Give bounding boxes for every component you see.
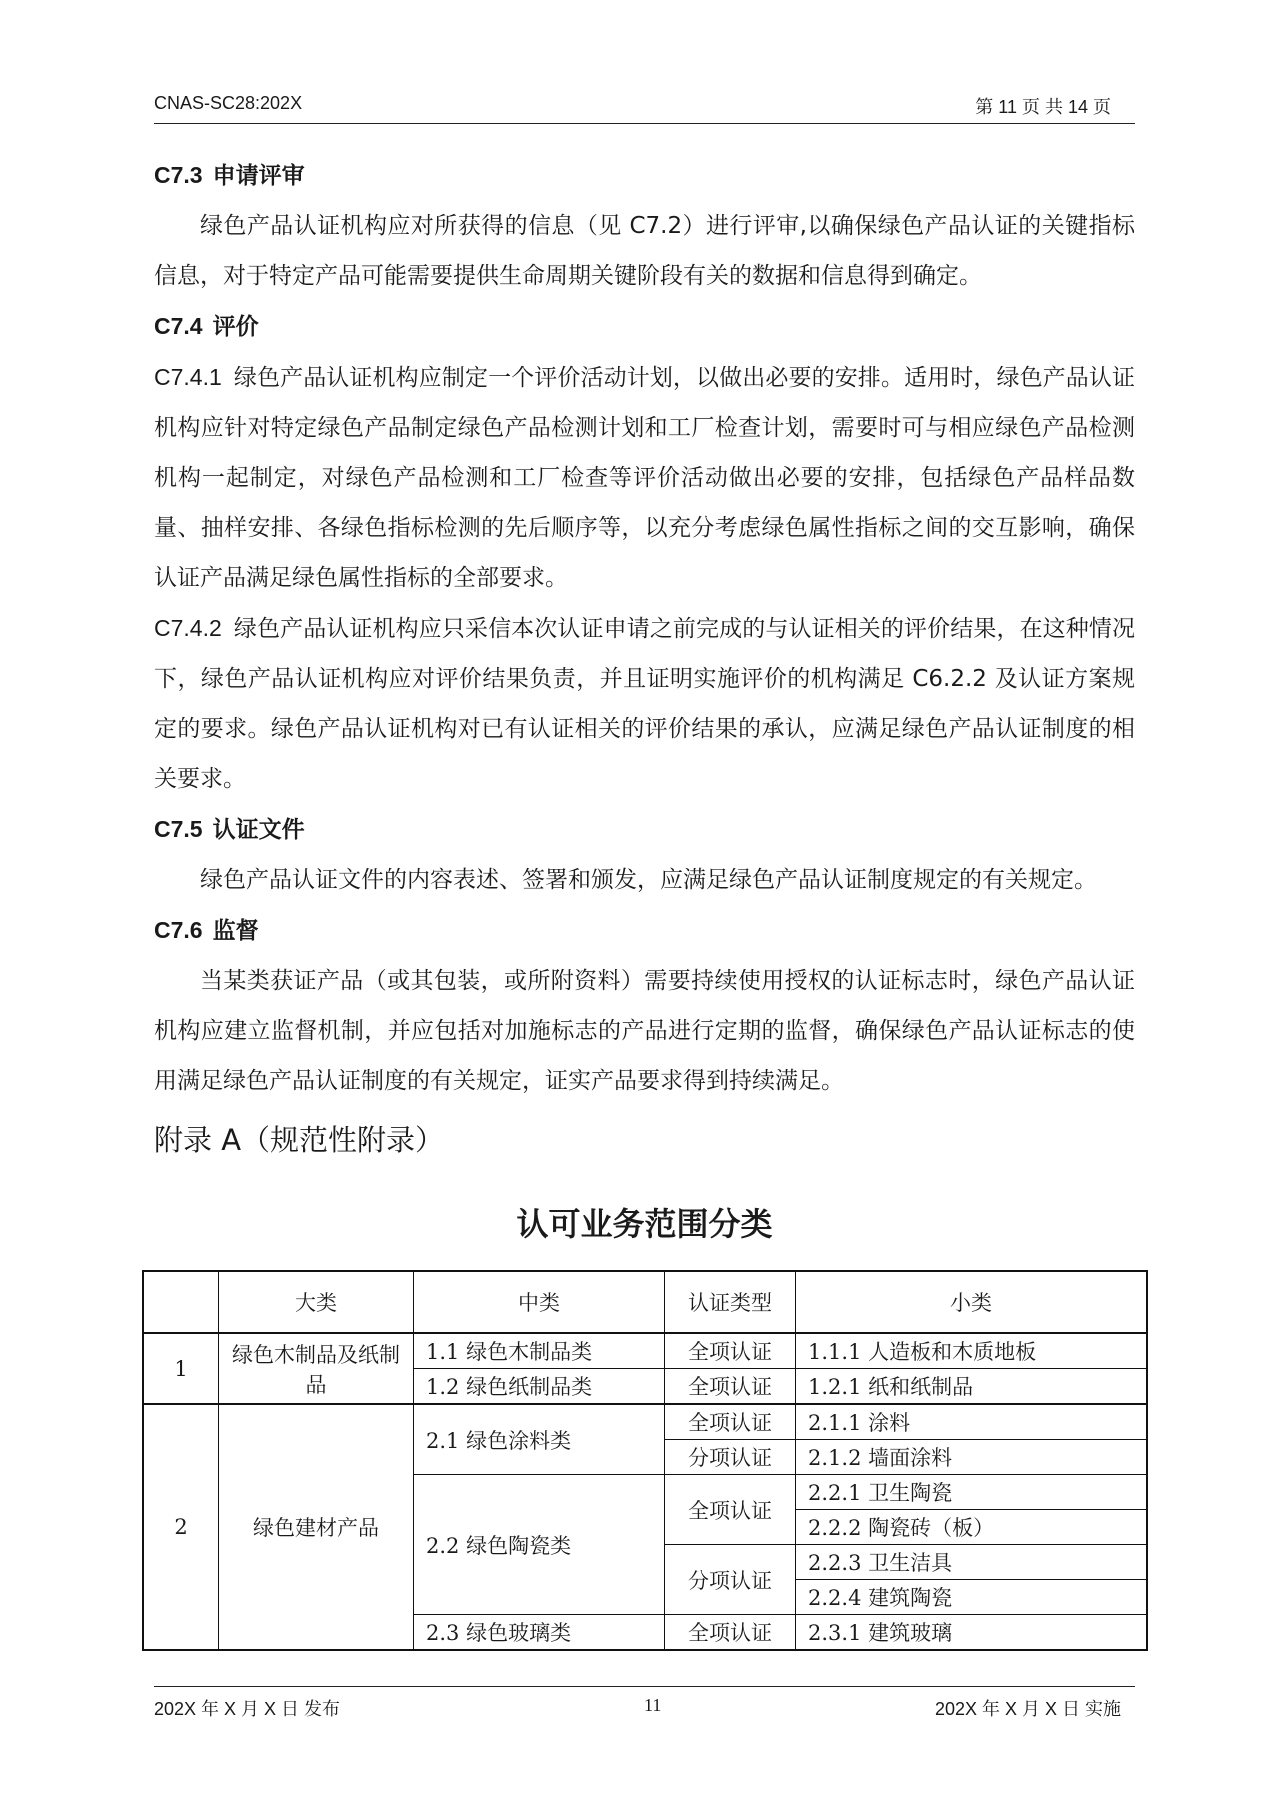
header-major-category: 大类: [219, 1271, 414, 1333]
table-title: 认可业务范围分类: [516, 1205, 773, 1243]
sub-category-cell: 2.2.4 建筑陶瓷: [796, 1580, 1148, 1615]
group-number: 2: [143, 1404, 219, 1650]
major-category-cell: 绿色木制品及纸制品: [219, 1333, 414, 1404]
certification-type-cell: 全项认证: [665, 1404, 796, 1440]
group-number: 1: [143, 1333, 219, 1404]
certification-type-cell: 分项认证: [665, 1440, 796, 1475]
table-row: [143, 1333, 1147, 1369]
sub-category-cell: 1.1.1 人造板和木质地板: [796, 1333, 1148, 1369]
mid-category-cell: 2.3 绿色玻璃类: [414, 1615, 665, 1651]
paragraph-c7-3: 绿色产品认证机构应对所获得的信息（见 C7.2）进行评审,以确保绿色产品认证的关键指标信息，对于特定产品可能需要提供生命周期关键阶段有关的数据和信息得到确定。: [154, 213, 1135, 289]
section-heading-c7-5: [154, 804, 1135, 855]
sub-category-cell: 2.1.2 墙面涂料: [796, 1440, 1148, 1475]
section-number: C7.4: [154, 313, 203, 339]
appendix-title: 附录 A（规范性附录）: [154, 1123, 445, 1157]
certification-type-cell: 全项认证: [665, 1475, 796, 1545]
table-row: [143, 1404, 1147, 1440]
certification-type-cell: 全项认证: [665, 1615, 796, 1651]
sub-category-cell: 2.2.2 陶瓷砖（板）: [796, 1510, 1148, 1545]
section-title: 监督: [212, 918, 259, 944]
sub-category-cell: 2.2.3 卫生洁具: [796, 1545, 1148, 1580]
certification-type-cell: 分项认证: [665, 1545, 796, 1615]
major-category-cell: 绿色建材产品: [219, 1404, 414, 1650]
sub-category-cell: 1.2.1 纸和纸制品: [796, 1369, 1148, 1405]
section-number: C7.5: [154, 816, 203, 842]
document-code: CNAS-SC28:202X: [154, 93, 303, 113]
header-sub-category: 小类: [796, 1271, 1148, 1333]
section-number: C7.3: [154, 162, 203, 188]
mid-category-cell: 2.2 绿色陶瓷类: [414, 1475, 665, 1615]
certification-type-cell: 全项认证: [665, 1369, 796, 1405]
certification-type-cell: 全项认证: [665, 1333, 796, 1369]
clause-c7-4-1: [154, 352, 1135, 603]
clause-text: 绿色产品认证机构应只采信本次认证申请之前完成的与认证相关的评价结果，在这种情况下，绿色产品认证机构应对评价结果负责，并且证明实施评价的机构满足 C6.2.2 及认证方案规定的要求。绿色产品认证机构对已有认证相关的评价结果的承认，应满足绿色产品认证制度的相关要求。: [154, 616, 1135, 792]
header-mid-category: 中类: [414, 1271, 665, 1333]
section-title: 认证文件: [212, 817, 305, 843]
clause-number: C7.4.2: [154, 615, 222, 641]
clause-c7-4-2: [154, 603, 1135, 804]
section-number: C7.6: [154, 917, 203, 943]
page-footer: [154, 1686, 1135, 1727]
mid-category-cell: 2.1 绿色涂料类: [414, 1404, 665, 1475]
clause-text: 绿色产品认证机构应制定一个评价活动计划，以做出必要的安排。适用时，绿色产品认证机构应针对特定绿色产品制定绿色产品检测计划和工厂检查计划，需要时可与相应绿色产品检测机构一起制定，对绿色产品检测和工厂检查等评价活动做出必要的安排，包括绿色产品样品数量、抽样安排、各绿色指标检测的先后顺序等，以充分考虑绿色属性指标之间的交互影响，确保认证产品满足绿色属性指标的全部要求。: [154, 365, 1135, 591]
section-title: 申请评审: [212, 163, 305, 189]
document-body: [154, 150, 1135, 1266]
mid-category-cell: 1.1 绿色木制品类: [414, 1333, 665, 1369]
sub-category-cell: 2.2.1 卫生陶瓷: [796, 1475, 1148, 1510]
section-heading-c7-6: [154, 905, 1135, 956]
section-title: 评价: [212, 314, 259, 340]
effective-date: 202X 年 X 月 X 日 实施: [934, 1699, 1121, 1719]
page-header: [154, 89, 1135, 124]
issue-date: 202X 年 X 月 X 日 发布: [154, 1699, 341, 1719]
section-heading-c7-4: [154, 301, 1135, 352]
clause-number: C7.4.1: [154, 364, 222, 390]
table-header-row: [143, 1271, 1147, 1333]
page-count: 第 11 页 共 14 页: [975, 97, 1111, 117]
section-heading-c7-3: [154, 150, 1135, 201]
paragraph-c7-6: 当某类获证产品（或其包装，或所附资料）需要持续使用授权的认证标志时，绿色产品认证机构应建立监督机制，并应包括对加施标志的产品进行定期的监督，确保绿色产品认证标志的使用满足绿色产品认证制度的有关规定，证实产品要求得到持续满足。: [154, 968, 1135, 1094]
header-certification-type: 认证类型: [665, 1271, 796, 1333]
sub-category-cell: 2.3.1 建筑玻璃: [796, 1615, 1148, 1651]
paragraph-c7-5: 绿色产品认证文件的内容表述、签署和颁发，应满足绿色产品认证制度规定的有关规定。: [200, 867, 1097, 893]
mid-category-cell: 1.2 绿色纸制品类: [414, 1369, 665, 1405]
scope-classification-table: [142, 1270, 1148, 1651]
header-no: [143, 1271, 219, 1333]
sub-category-cell: 2.1.1 涂料: [796, 1404, 1148, 1440]
page-number: 11: [644, 1695, 662, 1715]
